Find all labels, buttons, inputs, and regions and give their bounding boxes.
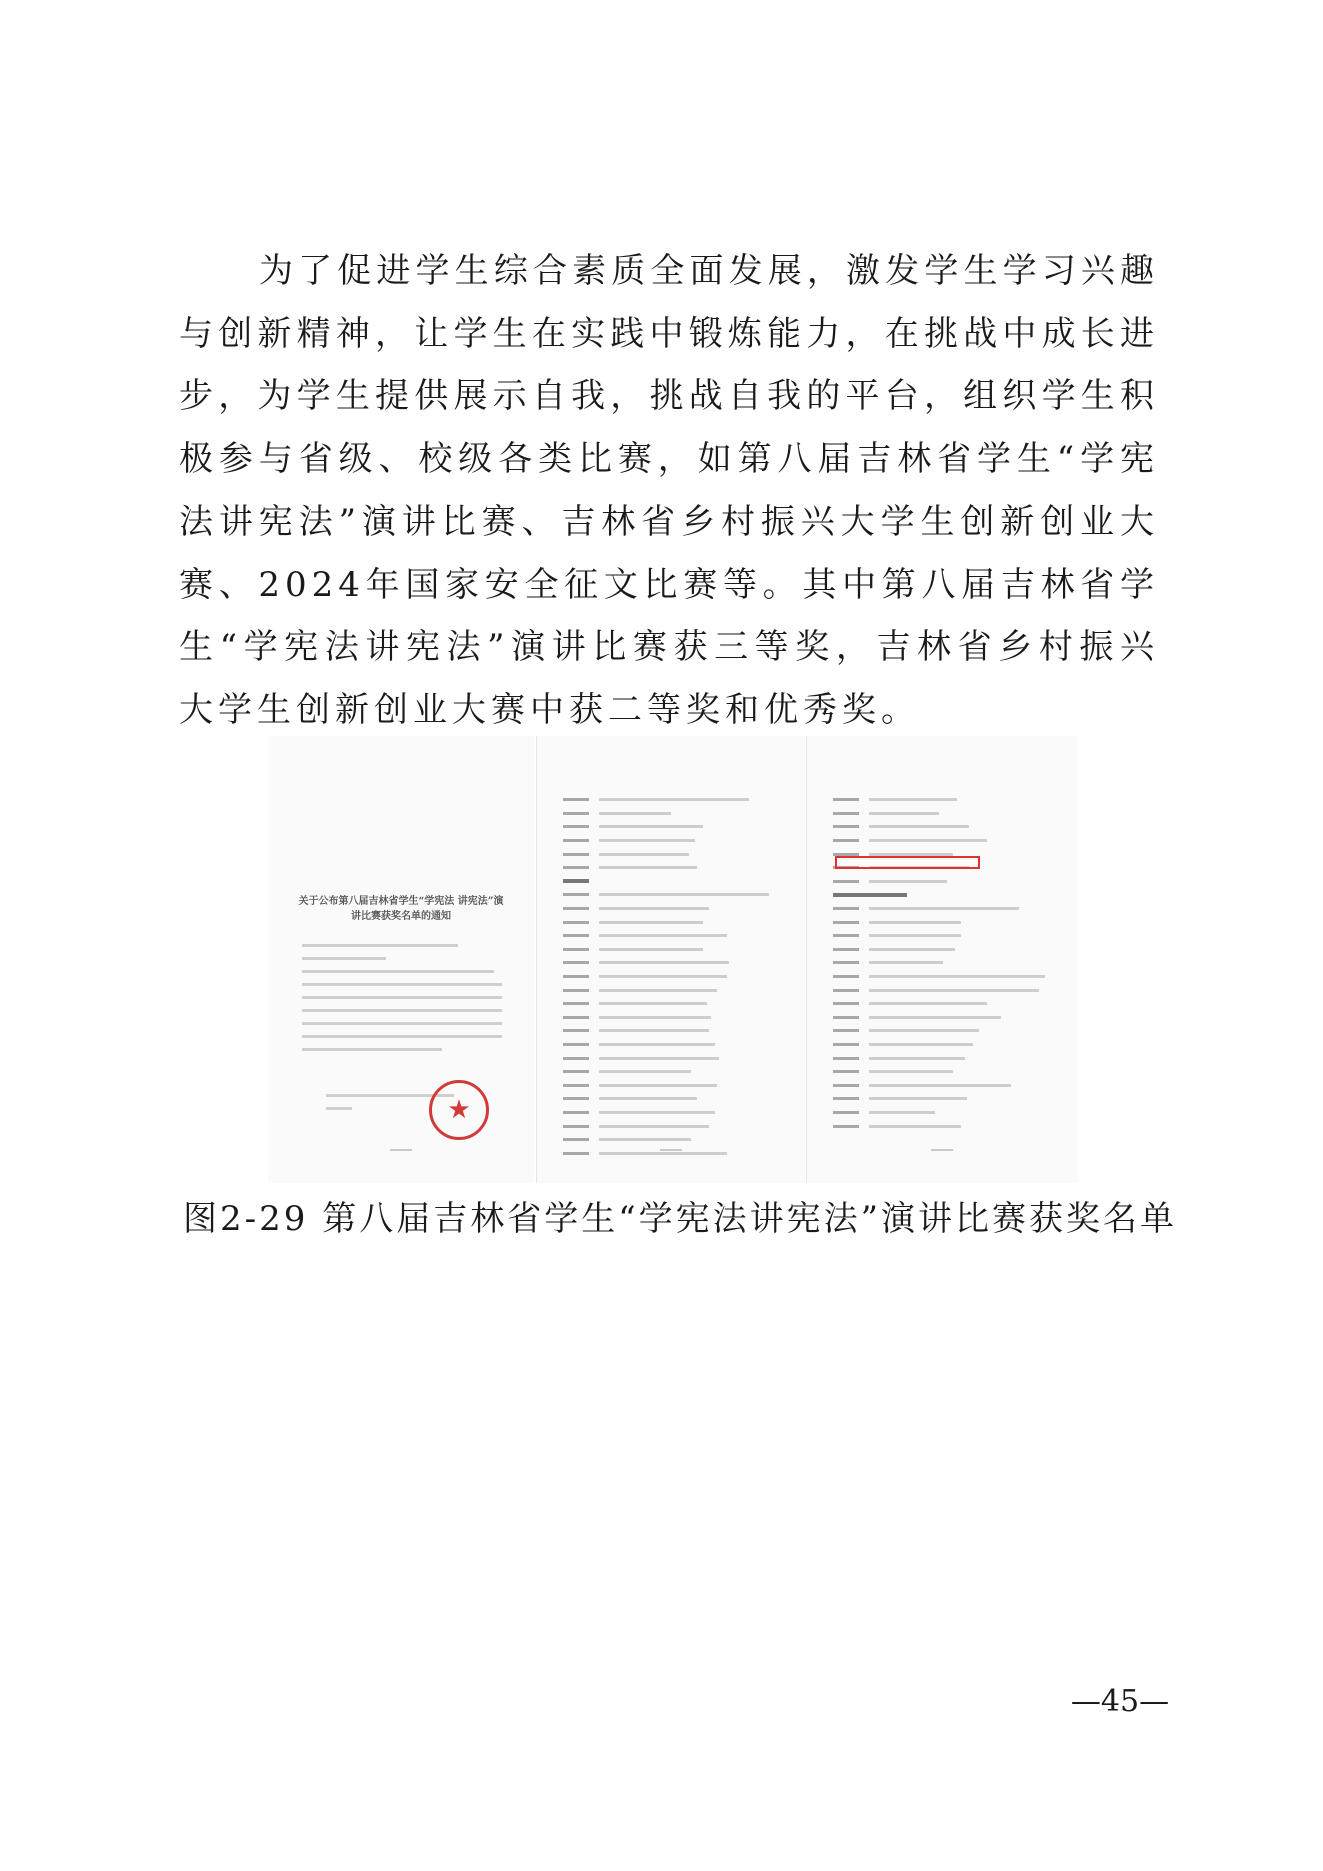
list-item: [833, 1119, 1053, 1133]
notice-page: [268, 736, 534, 1183]
list-item: [833, 820, 1053, 834]
list-item: [833, 1065, 1053, 1079]
list-item: [563, 1024, 783, 1038]
list-item: [833, 1051, 1053, 1065]
page-number-mark: [660, 1149, 682, 1151]
figure-caption: 图2-29 第八届吉林省学生“学宪法讲宪法”演讲比赛获奖名单: [183, 1199, 1177, 1239]
list-item: [833, 1011, 1053, 1025]
list-item: [563, 1133, 783, 1147]
list-item: [833, 834, 1053, 848]
list-section: [833, 888, 1053, 902]
list-item: [563, 943, 783, 957]
list-item: [833, 1092, 1053, 1106]
notice-body-text: [302, 944, 502, 1061]
list-item: [563, 929, 783, 943]
award-list-figure: [268, 736, 1076, 1183]
list-item: [563, 1051, 783, 1065]
highlight-box: [835, 856, 980, 869]
list-item: [833, 1106, 1053, 1120]
list-item: [833, 970, 1053, 984]
list-item: [563, 1092, 783, 1106]
list-item: [833, 1078, 1053, 1092]
notice-title: 关于公布第八届吉林省学生“学宪法 讲宪法”演讲比赛获奖名单的通知: [298, 896, 504, 922]
list-item: [563, 902, 783, 916]
list-item: [563, 915, 783, 929]
list-item: [563, 997, 783, 1011]
list-item: [833, 875, 1053, 889]
list-item: [563, 1078, 783, 1092]
list-item: [563, 793, 783, 807]
list-item: [563, 1119, 783, 1133]
list-item: [833, 1024, 1053, 1038]
list-item: [563, 834, 783, 848]
page-number: —45—: [1070, 1684, 1170, 1719]
seal-star-icon: ★: [447, 1095, 471, 1125]
list-item: [563, 1106, 783, 1120]
list-item: [563, 861, 783, 875]
official-seal: [429, 1080, 489, 1140]
list-item: [563, 1065, 783, 1079]
list-item: [563, 983, 783, 997]
list-item: [833, 983, 1053, 997]
list-item: [563, 820, 783, 834]
list-item: [833, 793, 1053, 807]
list-item: [563, 1011, 783, 1025]
award-list-page-3: [806, 736, 1077, 1183]
list-item: [563, 1038, 783, 1052]
list-item: [833, 902, 1053, 916]
body-paragraph: 为了促进学生综合素质全面发展，激发学生学习兴趣与创新精神，让学生在实践中锻炼能力，在挑战中成长进步，为学生提供展示自我，挑战自我的平台，组织学生积极参与省级、校级各类比赛，如第八届吉林省学生“学宪法讲宪法”演讲比赛、吉林省乡村振兴大学生创新创业大赛、2024年国家安全征文比赛等。其中第八届吉林省学生“学宪法讲宪法”演讲比赛获三等奖，吉林省乡村振兴大学生创新创业大赛中获二等奖和优秀奖。: [179, 251, 1159, 730]
winner-list: [833, 793, 1053, 1133]
list-item: [833, 915, 1053, 929]
list-item: [563, 888, 783, 902]
page-number-mark: [390, 1149, 412, 1151]
list-item: [833, 807, 1053, 821]
winner-list: [563, 793, 783, 1160]
list-item: [833, 929, 1053, 943]
list-item: [833, 943, 1053, 957]
page-number-mark: [931, 1149, 953, 1151]
award-list-page-2: [536, 736, 805, 1183]
list-section: [563, 875, 783, 889]
list-item: [563, 807, 783, 821]
list-item: [563, 970, 783, 984]
list-item: [563, 956, 783, 970]
list-item: [563, 847, 783, 861]
list-item: [833, 956, 1053, 970]
list-item: [833, 1038, 1053, 1052]
list-item: [833, 997, 1053, 1011]
